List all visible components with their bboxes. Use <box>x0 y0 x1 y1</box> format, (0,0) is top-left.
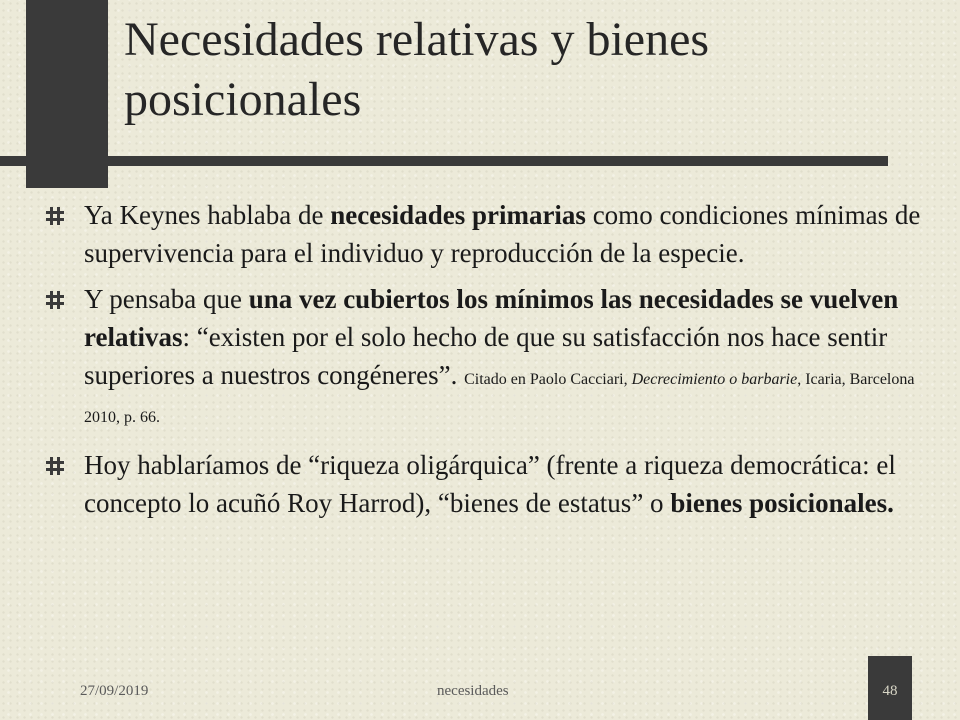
bullet-item <box>44 446 924 522</box>
bullet-text: Ya Keynes hablaba de <box>84 200 331 230</box>
citation-book-title: Decrecimiento o barbarie <box>631 371 798 388</box>
bullet-emphasis: bienes posicionales. <box>670 488 894 518</box>
page-number: 48 <box>882 683 898 699</box>
footer-title: necesidades <box>437 683 509 699</box>
bullet-text: Hoy hablaríamos de “riqueza oligárquica” (frente a riqueza democrática: el concepto lo acuñó Roy Harrod), “bienes de estatus” o <box>84 450 896 518</box>
title-underline-bar <box>0 156 888 166</box>
slide-title: Necesidades relativas y bienes posicionales <box>124 13 710 126</box>
hash-bullet-icon <box>46 457 64 475</box>
bullet-text: : “existen por el solo hecho de que su satisfacción nos hace sentir superiores a nuestros congéneres”. <box>84 322 888 390</box>
hash-bullet-icon <box>46 291 64 309</box>
citation-prefix: Citado en Paolo Cacciari, <box>464 371 632 388</box>
bullet-emphasis: necesidades primarias <box>330 200 586 230</box>
slide-body <box>44 196 924 522</box>
bullet-emphasis: una vez cubiertos los mínimos las necesidades se vuelven relativas <box>84 284 899 352</box>
bullet-text: Y pensaba que <box>84 284 249 314</box>
hash-bullet-icon <box>46 207 64 225</box>
bullet-item <box>44 196 924 272</box>
footer-date: 27/09/2019 <box>80 683 149 699</box>
bullet-text: como condiciones mínimas de supervivencia para el individuo y reproducción de la especie. <box>84 200 921 268</box>
bullet-item <box>44 280 924 432</box>
citation-suffix: , Icaria, Barcelona 2010, p. 66. <box>84 371 915 426</box>
